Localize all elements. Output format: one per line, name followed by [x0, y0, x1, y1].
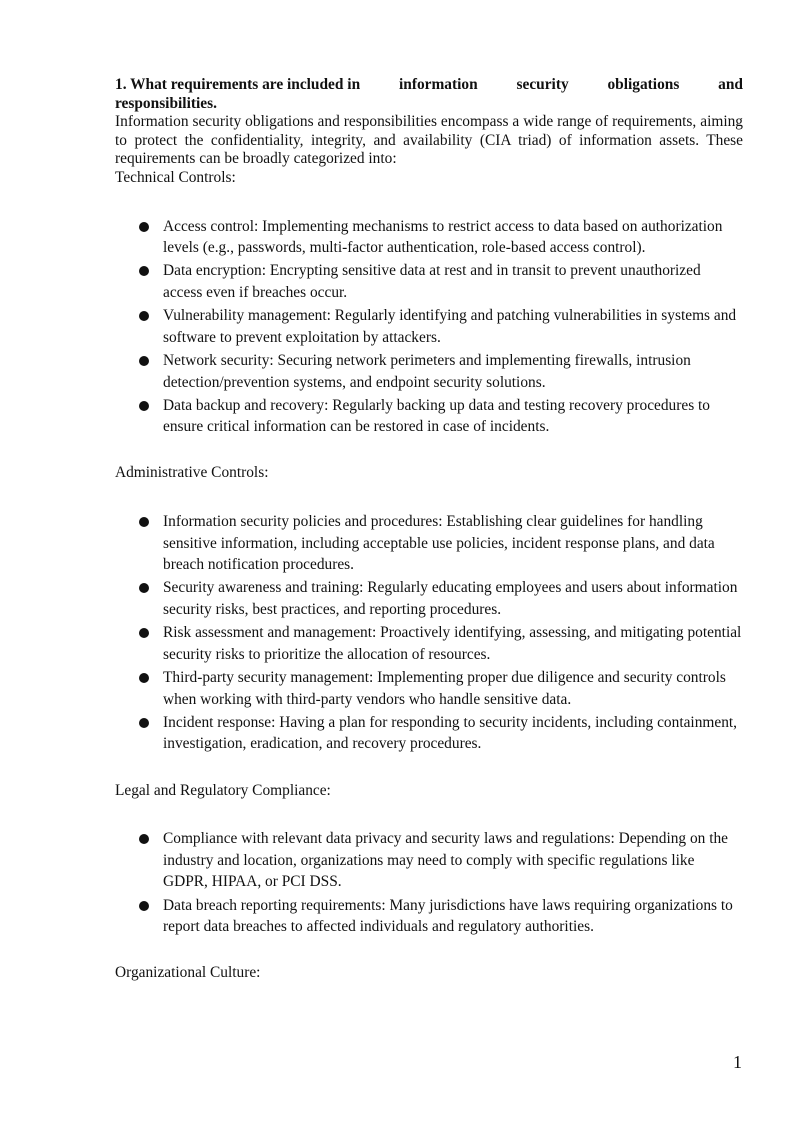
question-heading — [115, 76, 743, 95]
bullet-icon — [139, 834, 149, 844]
list-item-text: Information security policies and procedures: Establishing clear guidelines for handling sensitive information, including acceptable use policies, incident response plans, and data breach notification procedures. — [163, 513, 715, 574]
bullet-icon — [139, 517, 149, 527]
heading-word: security — [516, 76, 569, 93]
heading-word: and — [718, 76, 743, 93]
list-item-text: Data breach reporting requirements: Many jurisdictions have laws requiring organizations to report data breaches to affected individuals and regulatory authorities. — [163, 896, 733, 936]
bullet-icon — [139, 401, 149, 411]
section-label-organizational-culture: Organizational Culture: — [115, 964, 261, 982]
list-item-text: Security awareness and training: Regularly educating employees and users about information security risks, best practices, and reporting procedures. — [163, 579, 738, 619]
list-item — [115, 577, 743, 620]
bullet-list-legal-compliance — [115, 828, 743, 938]
list-item — [115, 712, 743, 755]
list-item — [115, 260, 743, 303]
list-item — [115, 216, 743, 259]
list-item-text: Incident response: Having a plan for responding to security incidents, including containment, investigation, eradication, and recovery procedures. — [163, 713, 738, 753]
list-item — [115, 511, 743, 576]
list-item-text: Risk assessment and management: Proactively identifying, assessing, and mitigating potential security risks to prioritize the allocation of resources. — [163, 624, 742, 663]
bullet-icon — [139, 901, 149, 911]
page-number: 1 — [733, 1052, 742, 1072]
list-item-text: Data encryption: Encrypting sensitive data at rest and in transit to prevent unauthorized access even if breaches occur. — [163, 262, 701, 301]
list-item — [115, 895, 743, 938]
heading-word: 1. What requirements are included in — [115, 76, 361, 93]
bullet-icon — [139, 222, 149, 232]
bullet-list-administrative-controls — [115, 511, 743, 755]
bullet-icon — [139, 356, 149, 366]
bullet-icon — [139, 583, 149, 593]
list-item — [115, 350, 743, 393]
list-item-text: Third-party security management: Implementing proper due diligence and security controls when working with third-party vendors who handle sensitive data. — [163, 669, 726, 708]
bullet-icon — [139, 628, 149, 638]
section-label-administrative-controls: Administrative Controls: — [115, 464, 269, 482]
list-item-text: Data backup and recovery: Regularly backing up data and testing recovery procedures to ensure critical information can be restored in case of incidents. — [163, 396, 711, 436]
list-item — [115, 305, 743, 348]
question-heading-continued: responsibilities. — [115, 94, 217, 112]
list-item — [115, 395, 743, 438]
section-label-legal-compliance: Legal and Regulatory Compliance: — [115, 781, 331, 799]
bullet-icon — [139, 673, 149, 683]
section-label-technical-controls: Technical Controls: — [115, 168, 236, 186]
list-item — [115, 828, 743, 893]
page-content — [115, 76, 743, 983]
bullet-icon — [139, 311, 149, 321]
heading-word: obligations — [607, 76, 680, 93]
list-item-text: Network security: Securing network perimeters and implementing firewalls, intrusion detection/prevention systems, and endpoint security solutions. — [163, 351, 691, 391]
list-item-text: Access control: Implementing mechanisms to restrict access to data based on authorization levels (e.g., passwords, multi-factor authentication, role-based access control). — [163, 217, 723, 257]
bullet-list-technical-controls — [115, 216, 743, 438]
list-item-text: Vulnerability management: Regularly identifying and patching vulnerabilities in systems and software to prevent exploitation by attackers. — [163, 307, 737, 346]
intro-paragraph: Information security obligations and responsibilities encompass a wide range of requirements, aiming to protect the confidentiality, integrity, and availability (CIA triad) of information assets. These requirements can be broadly categorized into: — [115, 113, 743, 168]
list-item-text: Compliance with relevant data privacy and security laws and regulations: Depending on the industry and location, organizations may need to comply with specific regulations like GDPR, HIPAA, or PCI DSS. — [163, 830, 729, 891]
list-item — [115, 667, 743, 710]
bullet-icon — [139, 266, 149, 276]
bullet-icon — [139, 718, 149, 728]
list-item — [115, 622, 743, 665]
heading-word: information — [398, 76, 478, 93]
